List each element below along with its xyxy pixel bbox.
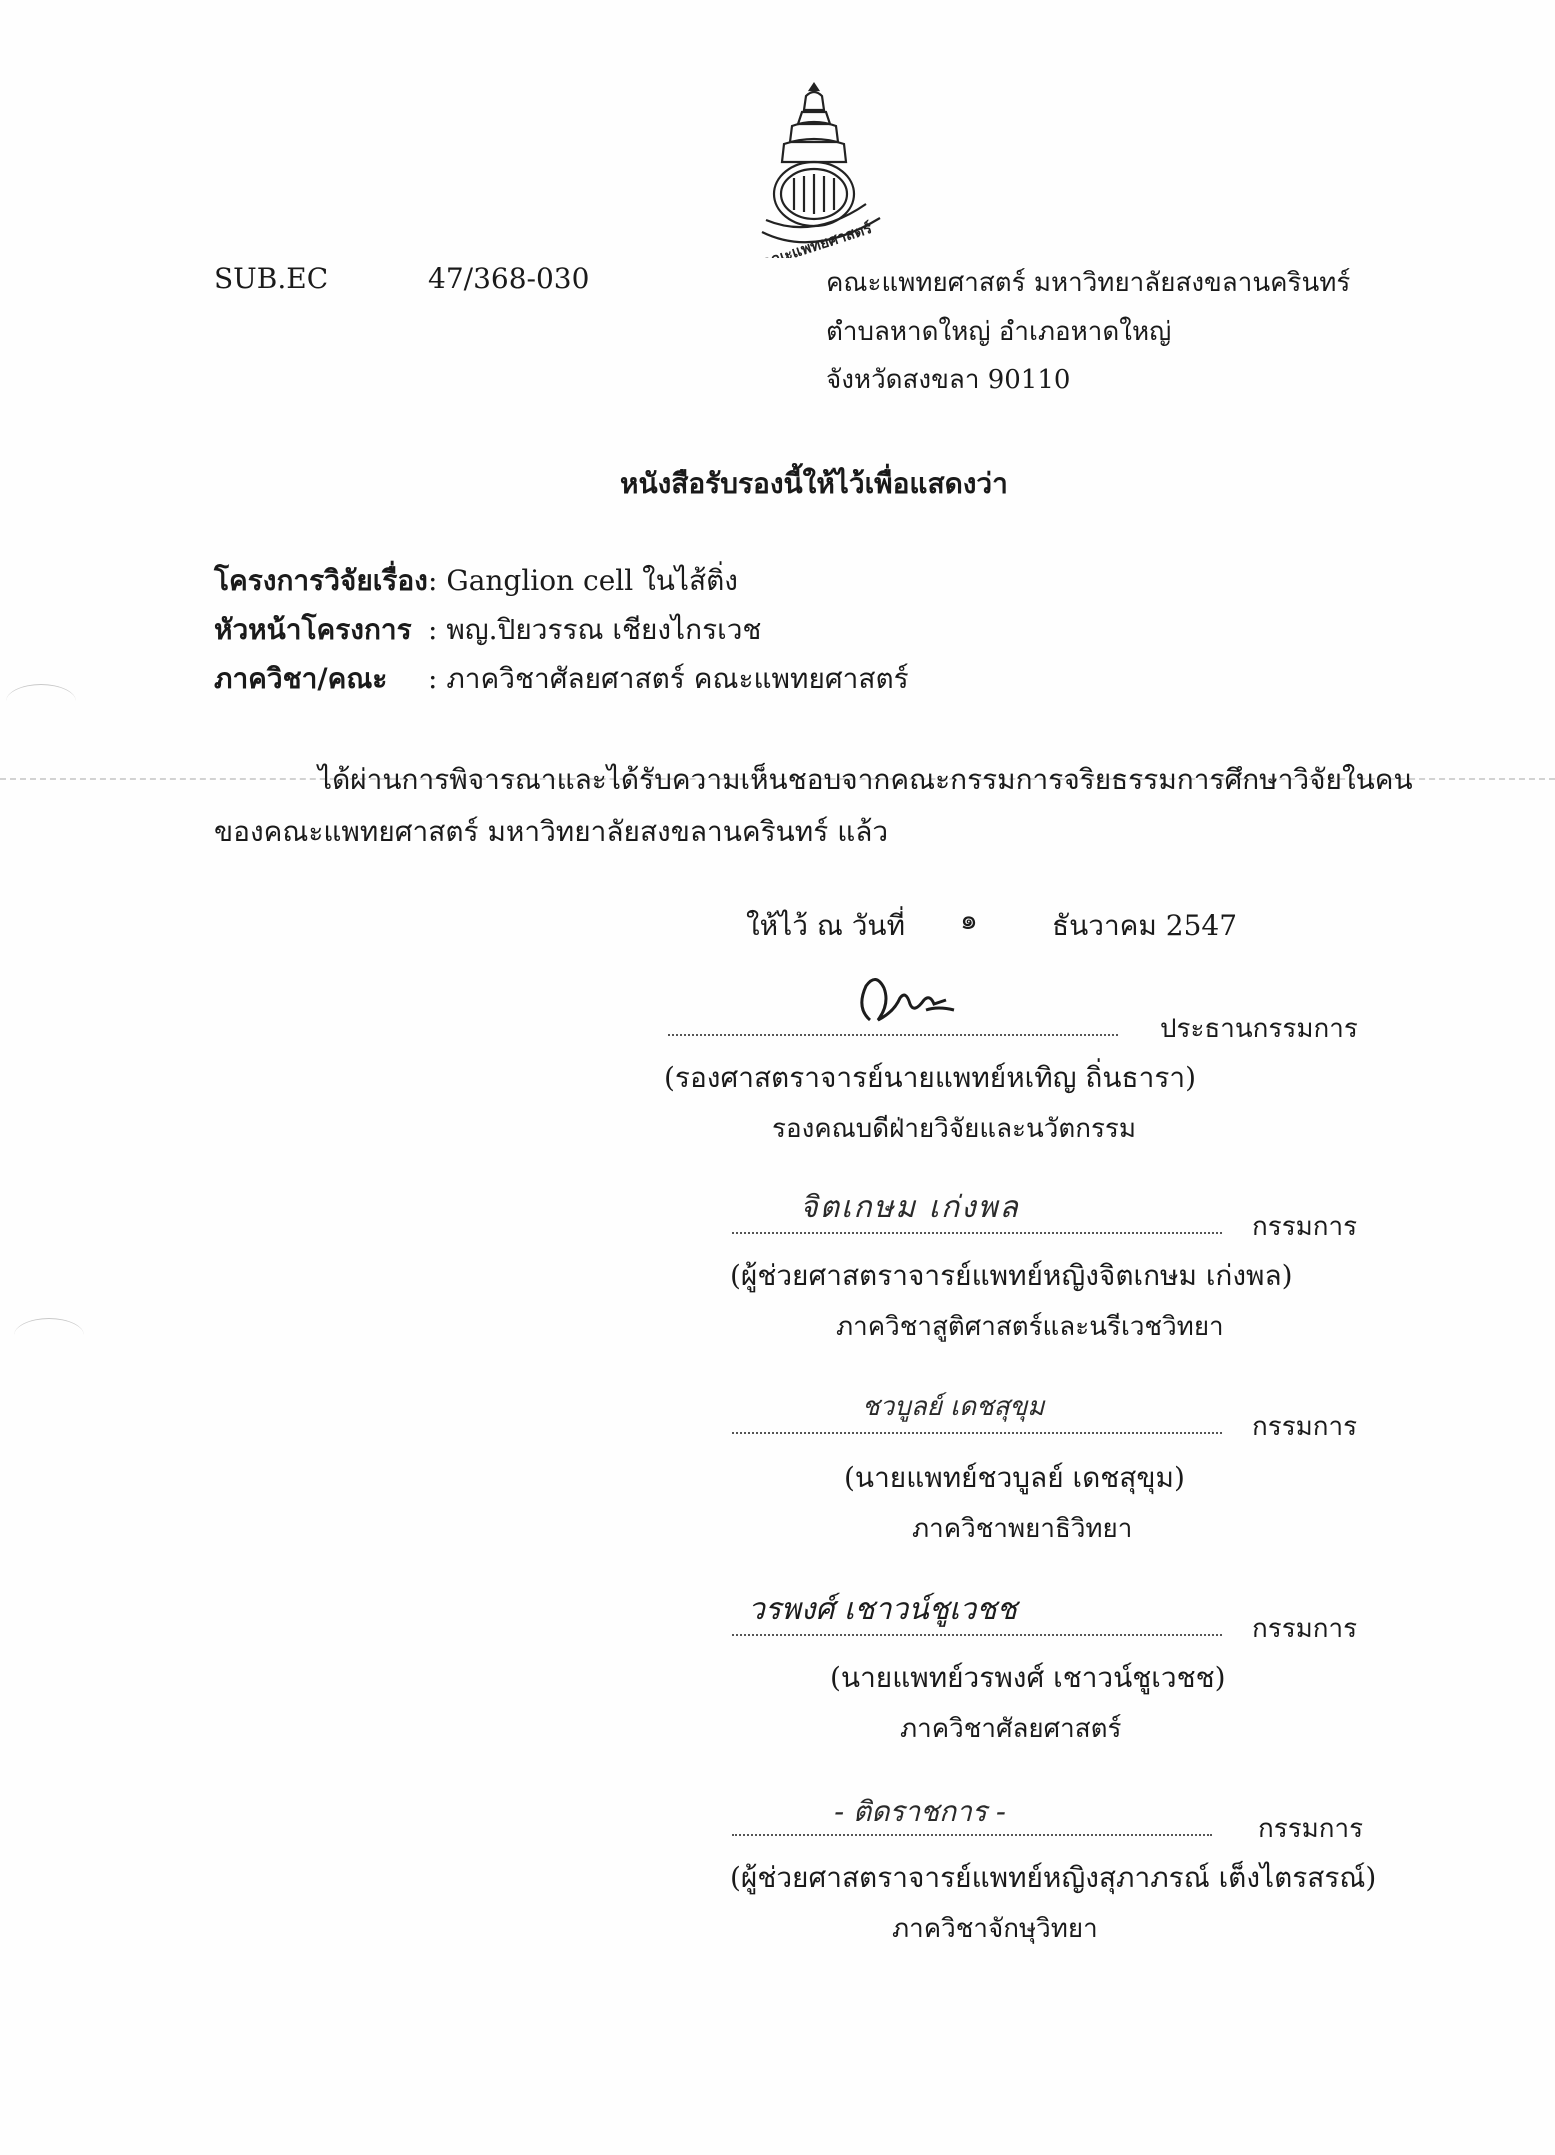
department-label: ภาควิชา/คณะ [214, 662, 388, 695]
signatory-2-department: ภาควิชาสูติศาสตร์และนรีเวชวิทยา [836, 1312, 1224, 1342]
signatory-3-department: ภาควิชาพยาธิวิทยา [912, 1514, 1133, 1544]
address-line-2: ตำบลหาดใหญ่ อำเภอหาดใหญ่ [826, 317, 1172, 347]
signature-4: วรพงศ์ เชาวน์ชูเวชช [748, 1592, 1017, 1627]
faculty-seal-logo [748, 82, 896, 258]
project-title-label: โครงการวิจัยเรื่อง [214, 564, 428, 597]
signatory-1-name: (รองศาสตราจารย์นายแพทย์หเทิญ ถิ่นธารา) [664, 1061, 1197, 1094]
reference-code: SUB.EC [214, 262, 329, 295]
punch-hole-mark [14, 1318, 84, 1353]
signature-line [668, 1034, 1118, 1036]
signatory-4-role: กรรมการ [1252, 1614, 1358, 1644]
signatory-2-role: กรรมการ [1252, 1212, 1358, 1242]
signature-5-note: - ติดราชการ - [834, 1795, 1006, 1828]
signatory-3-name: (นายแพทย์ชวบูลย์ เดชสุขุม) [844, 1461, 1185, 1494]
date-day: ๑ [960, 903, 978, 936]
project-leader-label: หัวหน้าโครงการ [214, 613, 412, 646]
signature-chair [850, 970, 970, 1044]
signatory-4-department: ภาควิชาศัลยศาสตร์ [900, 1714, 1122, 1744]
signatory-5-department: ภาควิชาจักษุวิทยา [892, 1914, 1098, 1944]
certificate-title: หนังสือรับรองนี้ให้ไว้เพื่อแสดงว่า [620, 467, 1008, 500]
approval-text-line-1: ได้ผ่านการพิจารณาและได้รับความเห็นชอบจากคณะกรรมการจริยธรรมการศึกษาวิจัยในคน [318, 763, 1413, 796]
seal-text: คณะแพทยศาสตร์ [758, 218, 874, 258]
department-value: : ภาควิชาศัลยศาสตร์ คณะแพทยศาสตร์ [428, 662, 909, 695]
reference-number: 47/368-030 [428, 262, 590, 295]
address-line-3: จังหวัดสงขลา 90110 [826, 365, 1071, 395]
signature-line [732, 1432, 1222, 1434]
signature-line [732, 1232, 1222, 1234]
signatory-5-name: (ผู้ช่วยศาสตราจารย์แพทย์หญิงสุภาภรณ์ เต็งไตรสรณ์) [730, 1861, 1377, 1894]
signatory-1-department: รองคณบดีฝ่ายวิจัยและนวัตกรรม [772, 1114, 1137, 1144]
signatory-2-name: (ผู้ช่วยศาสตราจารย์แพทย์หญิงจิตเกษม เก่งพล) [730, 1259, 1293, 1292]
signature-3: ชวบูลย์ เดชสุขุม [862, 1392, 1045, 1422]
project-leader-value: : พญ.ปิยวรรณ เชียงไกรเวช [428, 613, 762, 646]
date-prefix: ให้ไว้ ณ วันที่ [746, 909, 906, 942]
signatory-5-role: กรรมการ [1258, 1814, 1364, 1844]
address-line-1: คณะแพทยศาสตร์ มหาวิทยาลัยสงขลานครินทร์ [826, 268, 1351, 298]
approval-text-line-2: ของคณะแพทยศาสตร์ มหาวิทยาลัยสงขลานครินทร์ แล้ว [214, 815, 889, 848]
signature-2: จิตเกษม เก่งพล [800, 1190, 1020, 1225]
punch-hole-mark [6, 684, 76, 719]
signatory-1-role: ประธานกรรมการ [1160, 1014, 1358, 1044]
signatory-3-role: กรรมการ [1252, 1412, 1358, 1442]
signatory-4-name: (นายแพทย์วรพงศ์ เชาวน์ชูเวชช) [830, 1661, 1226, 1694]
signature-line [732, 1834, 1212, 1836]
signature-line [732, 1634, 1222, 1636]
date-month-year: ธันวาคม 2547 [1052, 909, 1238, 942]
project-title-value: : Ganglion cell ในไส้ติ่ง [428, 564, 738, 597]
